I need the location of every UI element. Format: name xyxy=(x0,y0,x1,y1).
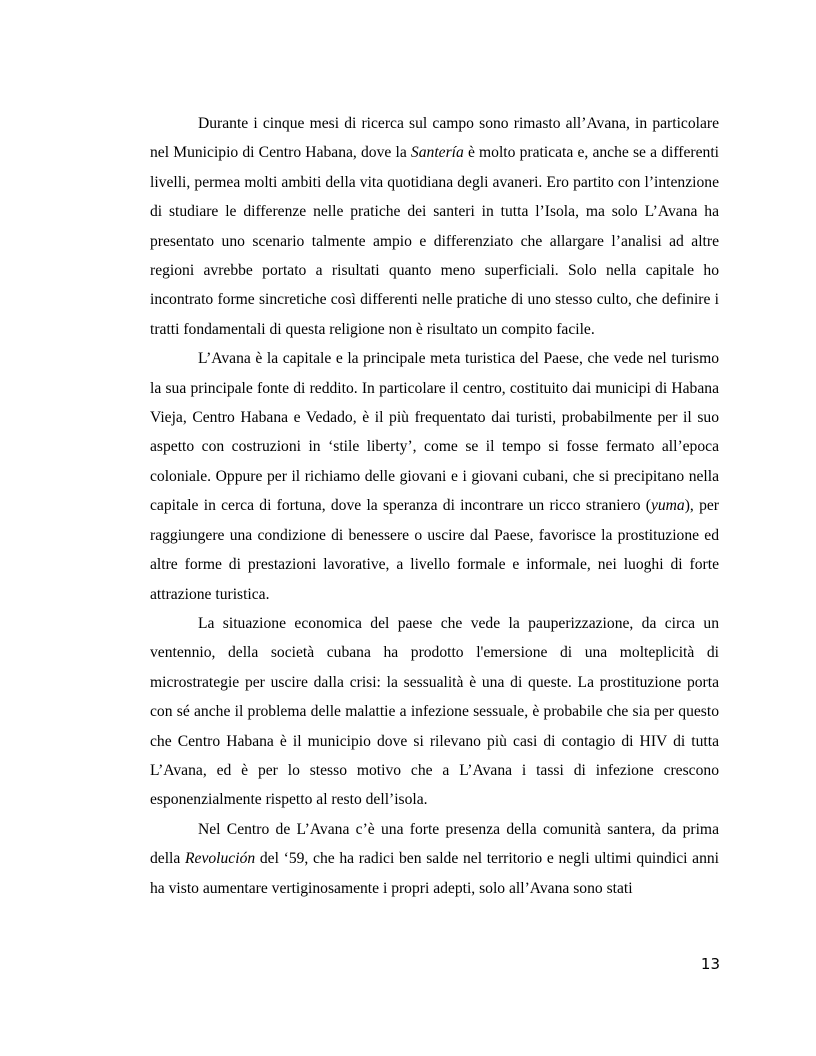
text-run: La situazione economica del paese che vede la pauperizzazione, da circa un ventennio, della società cubana ha prodotto l'emersione di una molteplicità di microstrategie per uscire dalla crisi: la sessualità è una di queste. La prostituzione porta con sé anche il problema delle malattie a infezione sessuale, è probabile che sia per questo che Centro Habana è il municipio dove si rilevano più casi di contagio di HIV di tutta L’Avana, ed è per lo stesso motivo che a L’Avana i tassi di infezione crescono esponenzialmente rispetto al resto dell’isola. xyxy=(150,614,719,809)
paragraph xyxy=(150,815,719,903)
text-run: Durante i cinque mesi di ricerca sul campo sono rimasto all’Avana, in particolare nel Municipio di Centro Habana, dove la xyxy=(150,115,719,162)
page-number: 13 xyxy=(700,955,720,973)
text-run: Nel Centro de L’Avana c’è una forte presenza della comunità santera, da prima della xyxy=(150,820,719,868)
paragraph xyxy=(150,109,719,344)
text-run: ), per raggiungere una condizione di benessere o uscire dal Paese, favorisce la prostituzione ed altre forme di prestazioni lavorative, a livello formale e informale, nei luoghi di forte attrazione turistica. xyxy=(150,497,720,603)
paragraph xyxy=(150,344,719,609)
text-run: del ‘59, che ha radici ben salde nel territorio e negli ultimi quindici anni ha visto aumentare vertiginosamente i propri adepti, solo all’Avana sono stati xyxy=(150,850,719,897)
body-text xyxy=(150,109,719,903)
italic-term-revolucion: Revolución xyxy=(185,850,256,868)
italic-term-yuma: yuma xyxy=(650,497,685,515)
text-run: è molto praticata e, anche se a differenti livelli, permea molti ambiti della vita quotidiana degli avaneri. Ero partito con l’intenzione di studiare le differenze nelle pratiche dei santeri in tutta l’Isola, ma solo L’Avana ha presentato uno scenario talmente ampio e differenziato che allargare l’analisi ad altre regioni avrebbe portato a risultati quanto meno superficiali. Solo nella capitale ho incontrato forme sincretiche così differenti nelle pratiche di uno stesso culto, che definire i tratti fondamentali di questa religione non è risultato un compito facile. xyxy=(150,144,719,338)
italic-term-santeria: Santería xyxy=(410,144,464,162)
text-run: L’Avana è la capitale e la principale meta turistica del Paese, che vede nel turismo la sua principale fonte di reddito. In particolare il centro, costituito dai municipi di Habana Vieja, Centro Habana e Vedado, è il più frequentato dai turisti, probabilmente per il suo aspetto con costruzioni in ‘stile liberty’, come se il tempo si fosse fermato all’epoca coloniale. Oppure per il richiamo delle giovani e i giovani cubani, che si precipitano nella capitale in cerca di fortuna, dove la speranza di incontrare un ricco straniero ( xyxy=(150,350,719,515)
paragraph xyxy=(150,609,719,815)
